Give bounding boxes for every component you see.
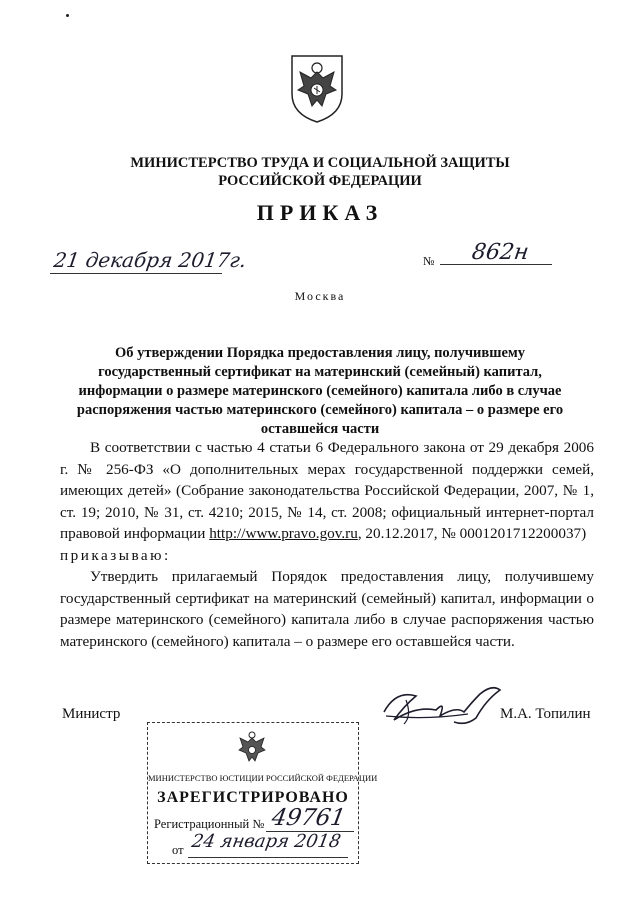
body-paragraph-1	[60, 437, 594, 545]
order-title: ПРИКАЗ	[256, 200, 384, 225]
stamp-date-underline	[188, 857, 348, 858]
stamp-emblem	[234, 727, 270, 771]
coat-of-arms-emblem	[286, 50, 348, 126]
subject-line-1: Об утверждении Порядка предоставления лицу, получившему	[114, 345, 526, 361]
orders-word: приказываю:	[60, 546, 171, 564]
stamp-date-value: 24 января 2018	[190, 831, 343, 852]
order-subject	[70, 344, 570, 439]
ministry-line-1: МИНИСТЕРСТВО ТРУДА И СОЦИАЛЬНОЙ ЗАЩИТЫ	[130, 155, 510, 171]
date-underline	[50, 273, 222, 274]
minister-name: М.А. Топилин	[500, 706, 591, 722]
stamp-organization: МИНИСТЕРСТВО ЮСТИЦИИ РОССИЙСКОЙ ФЕДЕРАЦИИ	[148, 773, 378, 783]
order-number: 862н	[470, 240, 531, 265]
subject-line-2: государственный сертификат на материнский (семейный) капитал,	[98, 364, 542, 380]
paragraph-1-tail: , 20.12.2017, № 0001201712200037)	[357, 525, 587, 542]
subject-line-3: информации о размере материнского (семейного) капитала либо в случае	[78, 383, 562, 399]
registration-stamp	[147, 722, 378, 864]
paragraph-1-text: В соответствии с частью 4 статьи 6 Федерального закона от 29 декабря 2006 г. № 256-ФЗ «О дополнительных мерах государственной поддержки семей, имеющих детей» (Собрание законодательства Российской Федерации, 2007, № 1, ст. 19; 2010, № 31, ст. 4210; 2015, № 14, ст. 2008; официальный интернет-портал правовой информации	[60, 439, 594, 542]
body-paragraph-2: Утвердить прилагаемый Порядок предоставления лицу, получившему государственный сертификат на материнский (семейный) капитал, информации о размере материнского (семейного) капитала либо в случае распоряжения частью материнского (семейного) капитала – о размере его оставшейся части.	[60, 568, 594, 650]
order-number-label: №	[423, 254, 435, 268]
stamp-registered: ЗАРЕГИСТРИРОВАНО	[157, 789, 349, 806]
minister-title: Министр	[62, 706, 121, 722]
stamp-date-label: от	[172, 843, 184, 857]
ministry-name	[0, 154, 640, 190]
order-date: 21 декабря 2017г.	[52, 248, 248, 272]
subject-line-5: оставшейся части	[260, 421, 380, 437]
number-underline	[440, 264, 552, 265]
handwritten-signature	[376, 676, 506, 736]
stamp-number-label: Регистрационный №	[154, 817, 265, 831]
stamp-number-value: 49761	[269, 805, 348, 831]
ministry-line-2: РОССИЙСКОЙ ФЕДЕРАЦИИ	[218, 173, 422, 189]
order-body	[60, 437, 594, 652]
city: Москва	[294, 289, 346, 303]
subject-line-4: распоряжения частью материнского (семейного) капитала – о размере его	[76, 402, 564, 418]
scan-mark	[66, 14, 69, 17]
pravo-link[interactable]: http://www.pravo.gov.ru	[209, 525, 358, 542]
